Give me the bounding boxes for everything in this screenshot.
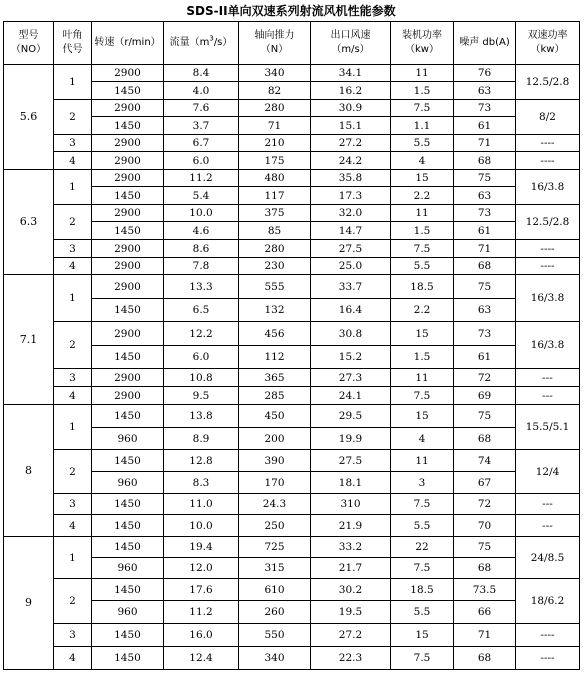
outlet-cell: 30.8 [311,322,391,346]
power-cell: 15 [391,170,454,187]
power-cell: 1.5 [391,346,454,369]
blade-cell: 4 [54,387,92,405]
flow-cell: 8.6 [164,240,239,258]
noise-cell: 73 [454,205,516,222]
thrust-cell: 390 [239,450,311,472]
thrust-cell: 71 [239,117,311,135]
speed-cell: 960 [92,428,164,450]
outlet-cell: 27.2 [311,135,391,152]
blade-cell: 2 [54,322,92,369]
power-cell: 18.5 [391,579,454,601]
blade-cell: 1 [54,65,92,100]
dual-power-cell: ---- [516,258,580,275]
power-cell: 4 [391,152,454,170]
speed-cell: 2900 [92,275,164,299]
power-cell: 7.5 [391,647,454,670]
thrust-cell: 175 [239,152,311,170]
thrust-cell: 170 [239,472,311,494]
flow-cell: 12.4 [164,647,239,670]
dual-power-cell: 15.5/5.1 [516,405,580,450]
power-cell: 7.5 [391,240,454,258]
thrust-cell: 725 [239,537,311,558]
speed-cell: 2900 [92,152,164,170]
power-cell: 15 [391,624,454,647]
power-cell: 5.5 [391,601,454,624]
power-cell: 18.5 [391,275,454,299]
noise-cell: 71 [454,624,516,647]
noise-cell: 68 [454,428,516,450]
noise-cell: 68 [454,152,516,170]
table-row [4,450,580,472]
outlet-cell: 29.5 [311,405,391,428]
header-noise: 噪声 db(A) [454,22,516,65]
blade-cell: 4 [54,258,92,275]
flow-cell: 17.6 [164,579,239,601]
flow-cell: 3.7 [164,117,239,135]
noise-cell: 71 [454,240,516,258]
outlet-cell: 15.1 [311,117,391,135]
noise-cell: 75 [454,537,516,558]
table-row [4,405,580,428]
power-cell: 5.5 [391,258,454,275]
speed-cell: 2900 [92,170,164,187]
outlet-cell: 14.7 [311,222,391,240]
noise-cell: 69 [454,387,516,405]
power-cell: 7.5 [391,387,454,405]
table-row [4,387,580,405]
thrust-cell: 117 [239,187,311,205]
speed-cell: 1450 [92,515,164,537]
model-cell: 6.3 [4,170,54,275]
blade-cell: 3 [54,240,92,258]
header-blade: 叶角 代号 [54,22,92,65]
dual-power-cell: 24/8.5 [516,537,580,579]
speed-cell: 1450 [92,647,164,670]
speed-cell: 1450 [92,82,164,100]
noise-cell: 61 [454,222,516,240]
outlet-cell: 19.5 [311,601,391,624]
power-cell: 15 [391,322,454,346]
thrust-cell: 456 [239,322,311,346]
dual-power-cell: --- [516,369,580,387]
dual-power-cell: ---- [516,152,580,170]
flow-cell: 6.5 [164,299,239,322]
table-row [4,65,580,82]
thrust-cell: 610 [239,579,311,601]
blade-cell: 2 [54,100,92,135]
table-row [4,170,580,187]
flow-cell: 19.4 [164,537,239,558]
noise-cell: 63 [454,187,516,205]
flow-cell: 16.0 [164,624,239,647]
speed-cell: 1450 [92,299,164,322]
noise-cell: 76 [454,65,516,82]
outlet-cell: 15.2 [311,346,391,369]
noise-cell: 73 [454,100,516,117]
thrust-cell: 285 [239,387,311,405]
blade-cell: 1 [54,170,92,205]
flow-cell: 8.4 [164,65,239,82]
noise-cell: 67 [454,472,516,494]
speed-cell: 1450 [92,117,164,135]
noise-cell: 66 [454,601,516,624]
power-cell: 7.5 [391,558,454,579]
power-cell: 11 [391,450,454,472]
blade-cell: 4 [54,647,92,670]
table-row [4,579,580,601]
blade-cell: 3 [54,135,92,152]
table-title: SDS-II单向双速系列射流风机性能参数 [186,4,396,18]
noise-cell: 63 [454,299,516,322]
dual-power-cell: 16/3.8 [516,275,580,322]
outlet-cell: 310 [311,494,391,515]
speed-cell: 2900 [92,65,164,82]
thrust-cell: 200 [239,428,311,450]
dual-power-cell: --- [516,387,580,405]
power-cell: 11 [391,369,454,387]
dual-power-cell: 8/2 [516,100,580,135]
table-row [4,322,580,346]
thrust-cell: 340 [239,647,311,670]
flow-cell: 10.0 [164,515,239,537]
thrust-cell: 450 [239,405,311,428]
thrust-cell: 365 [239,369,311,387]
power-cell: 22 [391,537,454,558]
model-cell: 8 [4,405,54,537]
performance-table [3,21,580,670]
speed-cell: 960 [92,601,164,624]
outlet-cell: 16.4 [311,299,391,322]
flow-cell: 13.8 [164,405,239,428]
speed-cell: 1450 [92,346,164,369]
speed-cell: 2900 [92,205,164,222]
thrust-cell: 280 [239,100,311,117]
speed-cell: 1450 [92,579,164,601]
flow-cell: 6.0 [164,346,239,369]
power-cell: 1.5 [391,82,454,100]
blade-cell: 3 [54,369,92,387]
speed-cell: 1450 [92,624,164,647]
model-cell: 9 [4,537,54,670]
dual-power-cell: 18/6.2 [516,579,580,624]
flow-cell: 7.6 [164,100,239,117]
flow-cell: 4.6 [164,222,239,240]
dual-power-cell: 12/4 [516,450,580,494]
speed-cell: 1450 [92,494,164,515]
blade-cell: 3 [54,624,92,647]
thrust-cell: 85 [239,222,311,240]
outlet-cell: 16.2 [311,82,391,100]
outlet-cell: 35.8 [311,170,391,187]
speed-cell: 1450 [92,450,164,472]
table-row [4,515,580,537]
flow-cell: 5.4 [164,187,239,205]
outlet-cell: 21.9 [311,515,391,537]
dual-power-cell: ---- [516,240,580,258]
header-flow: 流量$(m^3/s)$ [164,22,239,65]
thrust-cell: 555 [239,275,311,299]
power-cell: 2.2 [391,187,454,205]
thrust-cell: 550 [239,624,311,647]
table-row [4,100,580,117]
flow-cell: 8.9 [164,428,239,450]
header-thrust: 轴向推力 （N） [239,22,311,65]
model-cell: 7.1 [4,275,54,405]
table-row [4,647,580,670]
performance-sheet [3,2,579,670]
model-cell: 5.6 [4,65,54,170]
dual-power-cell: ---- [516,624,580,647]
table-row [4,258,580,275]
outlet-cell: 32.0 [311,205,391,222]
dual-power-cell: 12.5/2.8 [516,65,580,100]
flow-cell: 10.0 [164,205,239,222]
noise-cell: 63 [454,82,516,100]
flow-cell: 6.0 [164,152,239,170]
outlet-cell: 30.2 [311,579,391,601]
speed-cell: 2900 [92,240,164,258]
noise-cell: 75 [454,405,516,428]
noise-cell: 61 [454,346,516,369]
outlet-cell: 27.5 [311,450,391,472]
power-cell: 4 [391,428,454,450]
table-row [4,240,580,258]
outlet-cell: 34.1 [311,65,391,82]
noise-cell: 61 [454,117,516,135]
flow-cell: 11.2 [164,170,239,187]
outlet-cell: 17.3 [311,187,391,205]
dual-power-cell: 16/3.8 [516,322,580,369]
outlet-cell: 21.7 [311,558,391,579]
speed-cell: 1450 [92,405,164,428]
outlet-cell: 24.2 [311,152,391,170]
dual-power-cell: ---- [516,135,580,152]
speed-cell: 960 [92,558,164,579]
header-row [4,22,580,65]
table-row [4,135,580,152]
blade-cell: 1 [54,405,92,450]
power-cell: 11 [391,205,454,222]
flow-cell: 9.5 [164,387,239,405]
noise-cell: 75 [454,275,516,299]
noise-cell: 68 [454,258,516,275]
power-cell: 7.5 [391,494,454,515]
power-cell: 11 [391,65,454,82]
table-row [4,537,580,558]
header-dual-power: 双速功率 （kw） [516,22,580,65]
header-speed: 转速（r/min） [92,22,164,65]
speed-cell: 960 [92,472,164,494]
outlet-cell: 27.3 [311,369,391,387]
dual-power-cell: ---- [516,647,580,670]
flow-cell: 7.8 [164,258,239,275]
table-row [4,624,580,647]
outlet-cell: 19.9 [311,428,391,450]
thrust-cell: 250 [239,515,311,537]
dual-power-cell: --- [516,494,580,515]
blade-cell: 2 [54,579,92,624]
thrust-cell: 340 [239,65,311,82]
noise-cell: 73.5 [454,579,516,601]
thrust-cell: 315 [239,558,311,579]
noise-cell: 70 [454,515,516,537]
header-model: 型号 （NO） [4,22,54,65]
power-cell: 5.5 [391,515,454,537]
flow-cell: 6.7 [164,135,239,152]
noise-cell: 71 [454,135,516,152]
flow-cell: 10.8 [164,369,239,387]
flow-cell: 4.0 [164,82,239,100]
table-row [4,205,580,222]
flow-cell: 11.0 [164,494,239,515]
thrust-cell: 82 [239,82,311,100]
outlet-cell: 24.1 [311,387,391,405]
power-cell: 5.5 [391,135,454,152]
power-cell: 3 [391,472,454,494]
power-cell: 2.2 [391,299,454,322]
power-cell: 15 [391,405,454,428]
noise-cell: 73 [454,322,516,346]
flow-cell: 11.2 [164,601,239,624]
power-cell: 7.5 [391,100,454,117]
noise-cell: 74 [454,450,516,472]
blade-cell: 1 [54,275,92,322]
thrust-cell: 375 [239,205,311,222]
speed-cell: 2900 [92,387,164,405]
noise-cell: 68 [454,558,516,579]
table-row [4,275,580,299]
table-row [4,152,580,170]
thrust-cell: 230 [239,258,311,275]
blade-cell: 4 [54,515,92,537]
thrust-cell: 260 [239,601,311,624]
thrust-cell: 280 [239,240,311,258]
noise-cell: 68 [454,647,516,670]
outlet-cell: 25.0 [311,258,391,275]
power-cell: 1.5 [391,222,454,240]
outlet-cell: 27.5 [311,240,391,258]
blade-cell: 2 [54,450,92,494]
header-outlet: 出口风速 （m/s） [311,22,391,65]
flow-cell: 8.3 [164,472,239,494]
thrust-cell: 112 [239,346,311,369]
outlet-cell: 30.9 [311,100,391,117]
noise-cell: 75 [454,170,516,187]
speed-cell: 2900 [92,322,164,346]
flow-cell: 12.8 [164,450,239,472]
dual-power-cell: 12.5/2.8 [516,205,580,240]
thrust-cell: 24.3 [239,494,311,515]
noise-cell: 72 [454,369,516,387]
flow-cell: 12.0 [164,558,239,579]
flow-cell: 13.3 [164,275,239,299]
outlet-cell: 33.2 [311,537,391,558]
speed-cell: 2900 [92,135,164,152]
blade-cell: 4 [54,152,92,170]
blade-cell: 3 [54,494,92,515]
speed-cell: 2900 [92,369,164,387]
noise-cell: 72 [454,494,516,515]
thrust-cell: 210 [239,135,311,152]
speed-cell: 2900 [92,258,164,275]
power-cell: 1.1 [391,117,454,135]
speed-cell: 1450 [92,537,164,558]
speed-cell: 1450 [92,222,164,240]
table-row [4,369,580,387]
outlet-cell: 18.1 [311,472,391,494]
thrust-cell: 480 [239,170,311,187]
dual-power-cell: --- [516,515,580,537]
thrust-cell: 132 [239,299,311,322]
outlet-cell: 33.7 [311,275,391,299]
outlet-cell: 22.3 [311,647,391,670]
blade-cell: 2 [54,205,92,240]
flow-cell: 12.2 [164,322,239,346]
speed-cell: 2900 [92,100,164,117]
dual-power-cell: 16/3.8 [516,170,580,205]
blade-cell: 1 [54,537,92,579]
speed-cell: 1450 [92,187,164,205]
outlet-cell: 27.2 [311,624,391,647]
header-power: 装机功率 （kw） [391,22,454,65]
table-row [4,494,580,515]
